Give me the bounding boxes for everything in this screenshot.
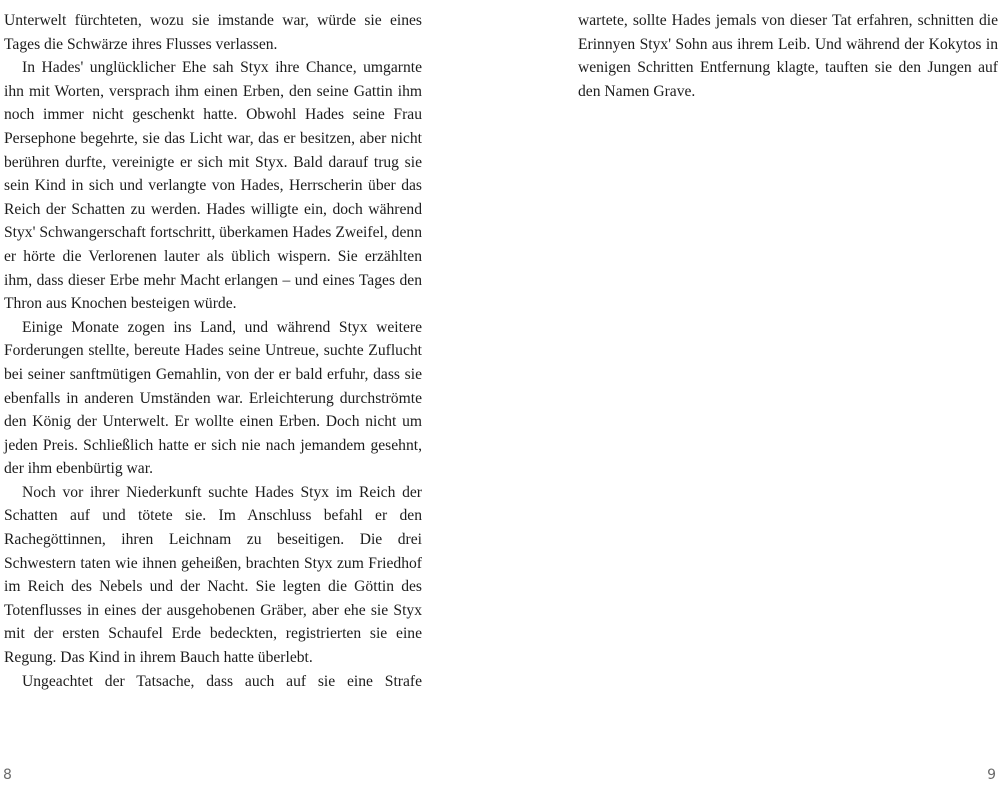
paragraph-before-birth: Noch vor ihrer Niederkunft suchte Hades Styx im Reich der Schatten auf und tötete sie. Im Anschluss befahl er den Rachegöttinnen, ihren Leichnam zu beseitigen. Die drei Schwestern taten wie ihnen geheißen, brachten Styx zum Friedhof im Reich des Nebels und der Nacht. Sie legten die Göttin des Totenflusses in eines der ausgehobenen Gräber, aber ehe sie Styx mit der ersten Schaufel Erde bedeckten, registrierten sie eine Regung. Das Kind in ihrem Bauch hatte überlebt. bbox=[4, 483, 422, 667]
paragraph-months-passed: Einige Monate zogen ins Land, und während Styx weitere Forderungen stellte, bereute Hades seine Untreue, suchte Zuflucht bei seiner sanftmütigen Gemahlin, von der er bald erfuhr, dass sie ebenfalls in anderen Umständen war. Erleichterung durchströmte den König der Unterwelt. Er wollte einen Erben. Doch nicht um jeden Preis. Schließlich hatte er sich nie nach jemandem gesehnt, der ihm ebenbürtig war. bbox=[4, 318, 422, 478]
right-page bbox=[500, 0, 1000, 800]
page-number-left: 8 bbox=[3, 767, 12, 783]
page-number-right: 9 bbox=[987, 767, 996, 783]
paragraph-continuation: Unterwelt fürchteten, wozu sie imstande war, würde sie eines Tages die Schwärze ihres Flusses verlassen. bbox=[4, 12, 422, 53]
paragraph-regardless: Ungeachtet der Tatsache, dass auch auf sie eine Strafe bbox=[22, 672, 422, 690]
left-page-text bbox=[4, 9, 422, 693]
right-page-text bbox=[578, 9, 998, 103]
paragraph-grave-naming: wartete, sollte Hades jemals von dieser Tat erfahren, schnitten die Erinnyen Styx' Sohn aus ihrem Leib. Und während der Kokytos in wenigen Schritten Entfernung klagte, tauften sie den Jungen auf den Namen Grave. bbox=[578, 12, 998, 100]
paragraph-hades-marriage: In Hades' unglücklicher Ehe sah Styx ihre Chance, umgarnte ihn mit Worten, versprach ihm einen Erben, den seine Gattin ihm noch immer nicht geschenkt hatte. Obwohl Hades seine Frau Persephone begehrte, sie das Licht war, das er besitzen, aber nicht berühren durfte, vereinigte er sich mit Styx. Bald darauf trug sie sein Kind in sich und verlangte von Hades, Herrscherin über das Reich der Schatten zu werden. Hades willigte ein, doch während Styx' Schwangerschaft fortschritt, überkamen Hades Zweifel, denn er hörte die Verlorenen lauter als üblich wispern. Sie erzählten ihm, dass dieser Erbe mehr Macht erlangen – und eines Tages den Thron aus Knochen besteigen würde. bbox=[4, 59, 422, 313]
